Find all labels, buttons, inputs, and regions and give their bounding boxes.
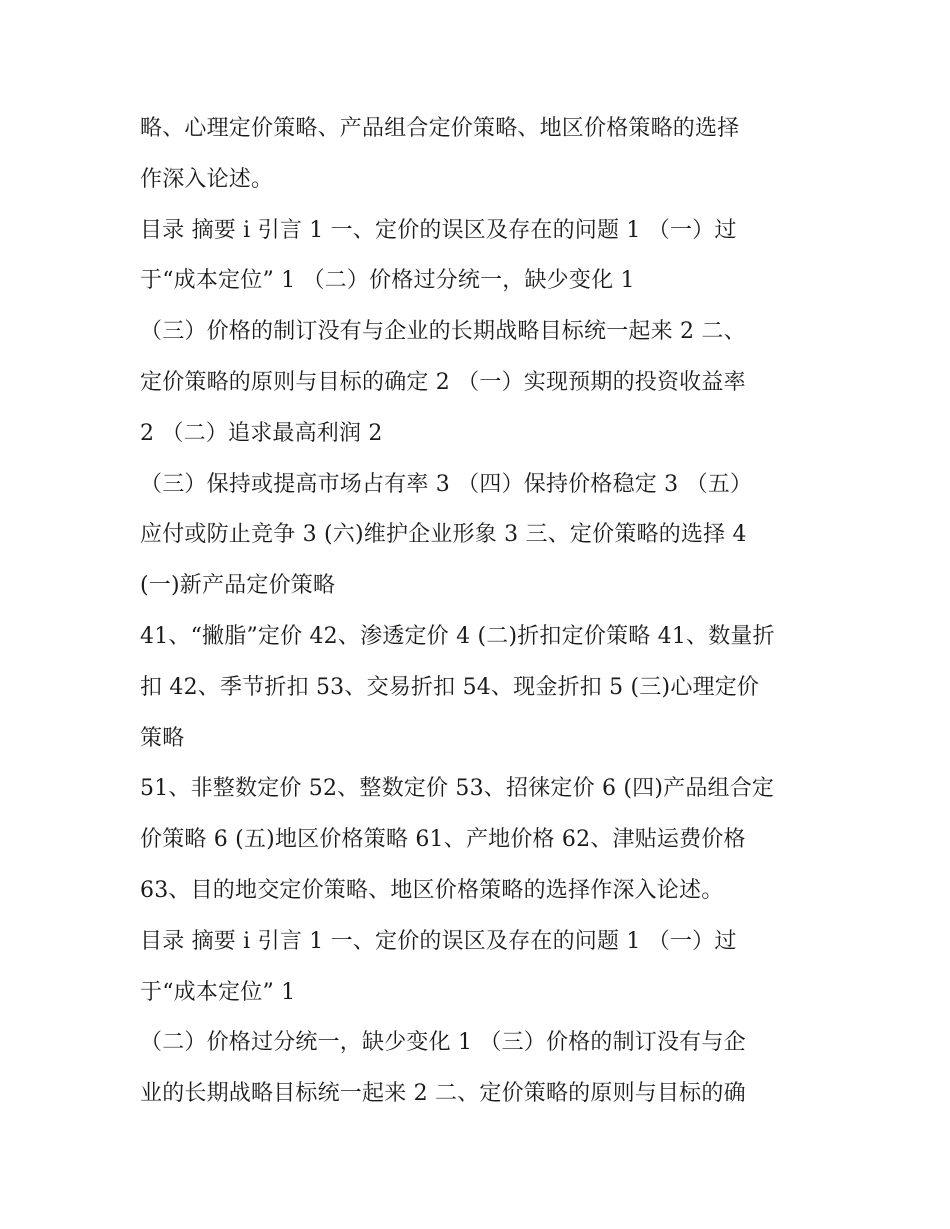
text-line: 应付或防止竞争 3 (六)维护企业形象 3 三、定价策略的选择 4 [140,522,747,548]
text-line: 略、心理定价策略、产品组合定价策略、地区价格策略的选择 [140,116,740,141]
text-line: （三）价格的制订没有与企业的长期战略目标统一起来 2 二、 [140,319,746,345]
body-text [140,104,830,1120]
text-line: 63、目的地交定价策略、地区价格策略的选择作深入论述。 [140,877,724,903]
text-line: 2 （二）追求最高利润 2 [140,420,383,446]
text-line: 策略 [140,725,185,751]
text-line: （三）保持或提高市场占有率 3 （四）保持价格稳定 3 （五） [140,471,753,497]
text-line: (一)新产品定价策略 [140,573,336,599]
text-line: 41、“撇脂”定价 42、渗透定价 4 (二)折扣定价策略 41、数量折 [140,623,775,649]
text-line: 业的长期战略目标统一起来 2 二、定价策略的原则与目标的确 [140,1081,746,1107]
text-line: 目录 摘要 i 引言 1 一、定价的误区及存在的问题 1 （一）过 [140,928,737,954]
text-line: 51、非整数定价 52、整数定价 53、招徕定价 6 (四)产品组合定 [140,776,775,802]
text-line: 于“成本定位” 1 （二）价格过分统一，缺少变化 1 [140,268,635,294]
text-line: 于“成本定位” 1 [140,979,296,1005]
text-line: 价策略 6 (五)地区价格策略 61、产地价格 62、津贴运费价格 [140,827,746,853]
text-line: （二）价格过分统一，缺少变化 1 （三）价格的制订没有与企 [140,1030,746,1056]
text-line: 扣 42、季节折扣 53、交易折扣 54、现金折扣 5 (三)心理定价 [140,674,760,700]
text-line: 作深入论述。 [140,166,274,192]
text-line: 定价策略的原则与目标的确定 2 （一）实现预期的投资收益率 [140,369,746,395]
text-line: 目录 摘要 i 引言 1 一、定价的误区及存在的问题 1 （一）过 [140,217,737,243]
